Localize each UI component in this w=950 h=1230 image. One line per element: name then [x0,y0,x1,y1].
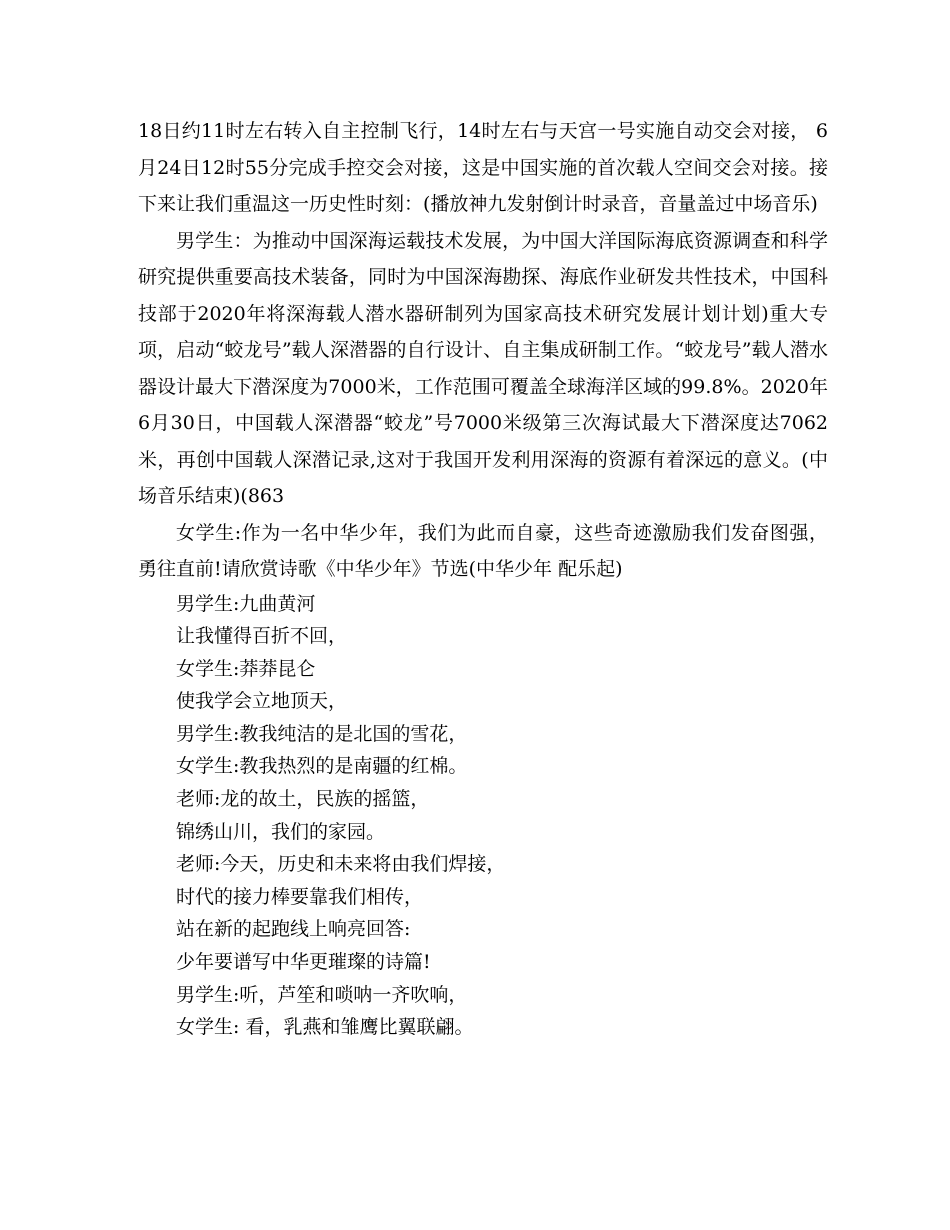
paragraph-poem-intro: 女学生:作为一名中华少年，我们为此而自豪，这些奇迹激励我们发奋图强，勇往直前!请欣赏诗歌《中华少年》节选(中华少年 配乐起) [138,521,828,580]
paragraph-shenjiu-docking: 18日约11时左右转入自主控制飞行，14时左右与天宫一号实施自动交会对接， 6月24日12时55分完成手控交会对接，这是中国实施的首次载人空间交会对接。接下来让我们重温这一历史性时刻：(播放神九发射倒计时录音，音量盖过中场音乐) [138,120,828,215]
verse-line: 男学生:教我纯洁的是北国的雪花， [176,722,468,745]
paragraph-jiaolong: 男学生：为推动中国深海运载技术发展，为中国大洋国际海底资源调查和科学研究提供重要高技术装备，同时为中国深海勘探、海底作业研发共性技术，中国科技部于2020年将深海载人潜水器研制列为国家高技术研究发展计划计划)重大专项，启动“蛟龙号”载人深潜器的自行设计、自主集成研制工作。“蛟龙号”载人潜水器设计最大下潜深度为7000米，工作范围可覆盖全球海洋区域的99.8%。2020年6月30日，中国载人深潜器“蛟龙”号7000米级第三次海试最大下潜深度达7062米，再创中国载人深潜记录,这对于我国开发利用深海的资源有着深远的意义。(中场音乐结束)(863 [138,229,828,507]
poem-verses [138,588,828,1044]
verse-line: 少年要谱写中华更璀璨的诗篇! [176,951,431,974]
verse-line: 男学生:听，芦笙和唢呐一齐吹响， [176,983,468,1006]
verse-line: 老师:今天，历史和未来将由我们焊接， [176,853,506,876]
verse-line: 男学生:九曲黄河 [176,592,316,615]
verse-line: 锦绣山川，我们的家园。 [176,820,386,843]
verse-line: 让我懂得百折不回， [176,625,348,648]
verse-line: 使我学会立地顶天， [176,690,348,713]
verse-line: 老师:龙的故土，民族的摇篮， [176,788,430,811]
verse-line: 女学生:教我热烈的是南疆的红棉。 [176,755,468,778]
verse-line: 女学生: 看，乳燕和雏鹰比翼联翩。 [176,1016,474,1039]
verse-line: 时代的接力棒要靠我们相传， [176,885,424,908]
verse-line: 站在新的起跑线上响亮回答: [176,918,411,941]
verse-line: 女学生:莽莽昆仑 [176,657,316,680]
document-body [138,113,828,1044]
